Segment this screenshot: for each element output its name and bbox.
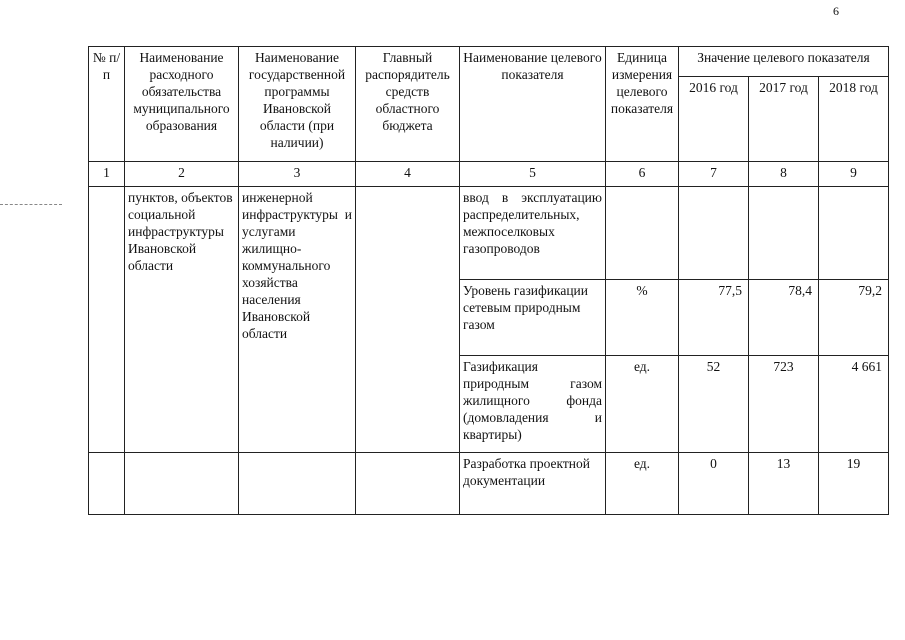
unit-cell <box>606 187 679 280</box>
header-indicator: Наименование целевого показателя <box>460 47 606 162</box>
header-year-2018: 2018 год <box>819 77 889 162</box>
value-2017-cell: 723 <box>749 356 819 453</box>
header-row <box>89 47 889 77</box>
header-num: № п/п <box>89 47 125 162</box>
header-obligation: Наименование расходного обязательства муниципального образования <box>125 47 239 162</box>
header-year-2017: 2017 год <box>749 77 819 162</box>
col-number: 4 <box>356 162 460 187</box>
value-2016-cell: 0 <box>679 453 749 515</box>
col-number: 6 <box>606 162 679 187</box>
manager-cell <box>356 453 460 515</box>
indicator-cell: Разработка проектной документации <box>460 453 606 515</box>
header-unit: Единица измерения целевого показателя <box>606 47 679 162</box>
value-2016-cell: 77,5 <box>679 280 749 356</box>
indicator-cell: Газификация природным газом жилищного фонда (домовладения и квартиры) <box>460 356 606 453</box>
value-2017-cell: 78,4 <box>749 280 819 356</box>
margin-mark <box>0 204 62 205</box>
target-indicators-table <box>88 46 889 515</box>
col-number: 3 <box>239 162 356 187</box>
obligation-cell <box>125 453 239 515</box>
unit-cell: ед. <box>606 356 679 453</box>
col-number: 7 <box>679 162 749 187</box>
header-target-value: Значение целевого показателя <box>679 47 889 77</box>
header-manager: Главный распорядитель средств областного бюджета <box>356 47 460 162</box>
unit-cell: ед. <box>606 453 679 515</box>
manager-cell <box>356 187 460 453</box>
value-2018-cell <box>819 187 889 280</box>
program-cell <box>239 453 356 515</box>
value-2016-cell <box>679 187 749 280</box>
col-number: 2 <box>125 162 239 187</box>
value-2018-cell: 79,2 <box>819 280 889 356</box>
col-number: 9 <box>819 162 889 187</box>
value-2017-cell: 13 <box>749 453 819 515</box>
value-2017-cell <box>749 187 819 280</box>
row-num-cell <box>89 453 125 515</box>
program-cell: инженерной инфраструктуры и услугами жилищно-коммунального хозяйства населения Ивановской области <box>239 187 356 453</box>
indicator-cell: ввод в эксплуатацию распределительных, межпоселковых газопроводов <box>460 187 606 280</box>
header-year-2016: 2016 год <box>679 77 749 162</box>
header-program: Наименование государственной программы Ивановской области (при наличии) <box>239 47 356 162</box>
value-2016-cell: 52 <box>679 356 749 453</box>
table-row <box>89 187 889 280</box>
col-number: 5 <box>460 162 606 187</box>
obligation-cell: пунктов, объектов социальной инфраструктуры Ивановской области <box>125 187 239 453</box>
row-num-cell <box>89 187 125 453</box>
column-number-row <box>89 162 889 187</box>
page-number: 6 <box>833 4 839 18</box>
value-2018-cell: 4 661 <box>819 356 889 453</box>
table-row <box>89 453 889 515</box>
value-2018-cell: 19 <box>819 453 889 515</box>
indicator-cell: Уровень газификации сетевым природным газом <box>460 280 606 356</box>
col-number: 8 <box>749 162 819 187</box>
col-number: 1 <box>89 162 125 187</box>
unit-cell: % <box>606 280 679 356</box>
